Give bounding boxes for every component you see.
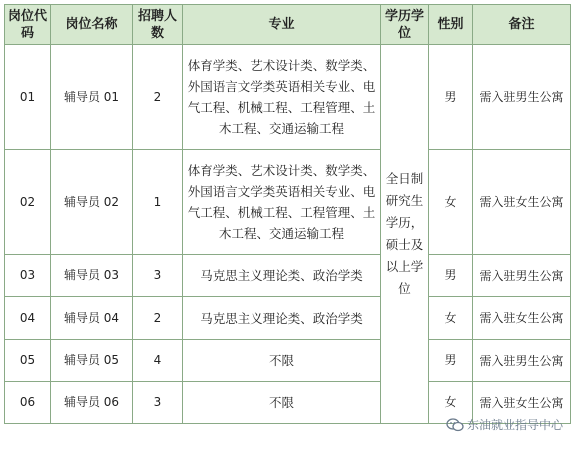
cell-gender: 女 — [429, 297, 473, 340]
cell-count: 2 — [133, 45, 183, 150]
table-row — [5, 255, 571, 297]
header-row — [5, 5, 571, 45]
cell-name: 辅导员 03 — [51, 255, 133, 297]
cell-gender: 女 — [429, 382, 473, 424]
cell-gender: 女 — [429, 150, 473, 255]
cell-count: 3 — [133, 382, 183, 424]
recruitment-table — [4, 4, 571, 424]
cell-count: 4 — [133, 340, 183, 382]
cell-count: 2 — [133, 297, 183, 340]
cell-name: 辅导员 04 — [51, 297, 133, 340]
cell-major: 体育学类、艺术设计类、数学类、外国语言文学类英语相关专业、电气工程、机械工程、工程管理、土木工程、交通运输工程 — [183, 150, 381, 255]
cell-major: 不限 — [183, 340, 381, 382]
cell-note: 需入驻男生公寓 — [473, 255, 571, 297]
cell-code: 04 — [5, 297, 51, 340]
cell-code: 02 — [5, 150, 51, 255]
header-note: 备注 — [473, 5, 571, 45]
header-count: 招聘人数 — [133, 5, 183, 45]
cell-name: 辅导员 06 — [51, 382, 133, 424]
cell-name: 辅导员 01 — [51, 45, 133, 150]
cell-name: 辅导员 05 — [51, 340, 133, 382]
watermark-text: 东油就业指导中心 — [467, 418, 564, 432]
cell-gender: 男 — [429, 45, 473, 150]
table-row — [5, 150, 571, 255]
cell-major: 不限 — [183, 382, 381, 424]
cell-gender: 男 — [429, 340, 473, 382]
watermark — [446, 416, 563, 433]
header-gender: 性别 — [429, 5, 473, 45]
cell-gender: 男 — [429, 255, 473, 297]
header-education: 学历学位 — [381, 5, 429, 45]
wechat-icon — [446, 418, 464, 432]
cell-note: 需入驻女生公寓 — [473, 382, 571, 424]
cell-code: 05 — [5, 340, 51, 382]
header-name: 岗位名称 — [51, 5, 133, 45]
header-code: 岗位代码 — [5, 5, 51, 45]
cell-note: 需入驻男生公寓 — [473, 340, 571, 382]
header-major: 专业 — [183, 5, 381, 45]
cell-count: 3 — [133, 255, 183, 297]
cell-major: 体育学类、艺术设计类、数学类、外国语言文学类英语相关专业、电气工程、机械工程、工程管理、土木工程、交通运输工程 — [183, 45, 381, 150]
table-row — [5, 297, 571, 340]
cell-code: 03 — [5, 255, 51, 297]
cell-note: 需入驻女生公寓 — [473, 297, 571, 340]
cell-education: 全日制研究生学历，硕士及以上学位 — [381, 45, 429, 424]
cell-code: 06 — [5, 382, 51, 424]
table-row — [5, 45, 571, 150]
table-row — [5, 340, 571, 382]
cell-major: 马克思主义理论类、政治学类 — [183, 297, 381, 340]
cell-major: 马克思主义理论类、政治学类 — [183, 255, 381, 297]
cell-count: 1 — [133, 150, 183, 255]
cell-name: 辅导员 02 — [51, 150, 133, 255]
cell-note: 需入驻男生公寓 — [473, 45, 571, 150]
cell-note: 需入驻女生公寓 — [473, 150, 571, 255]
cell-code: 01 — [5, 45, 51, 150]
